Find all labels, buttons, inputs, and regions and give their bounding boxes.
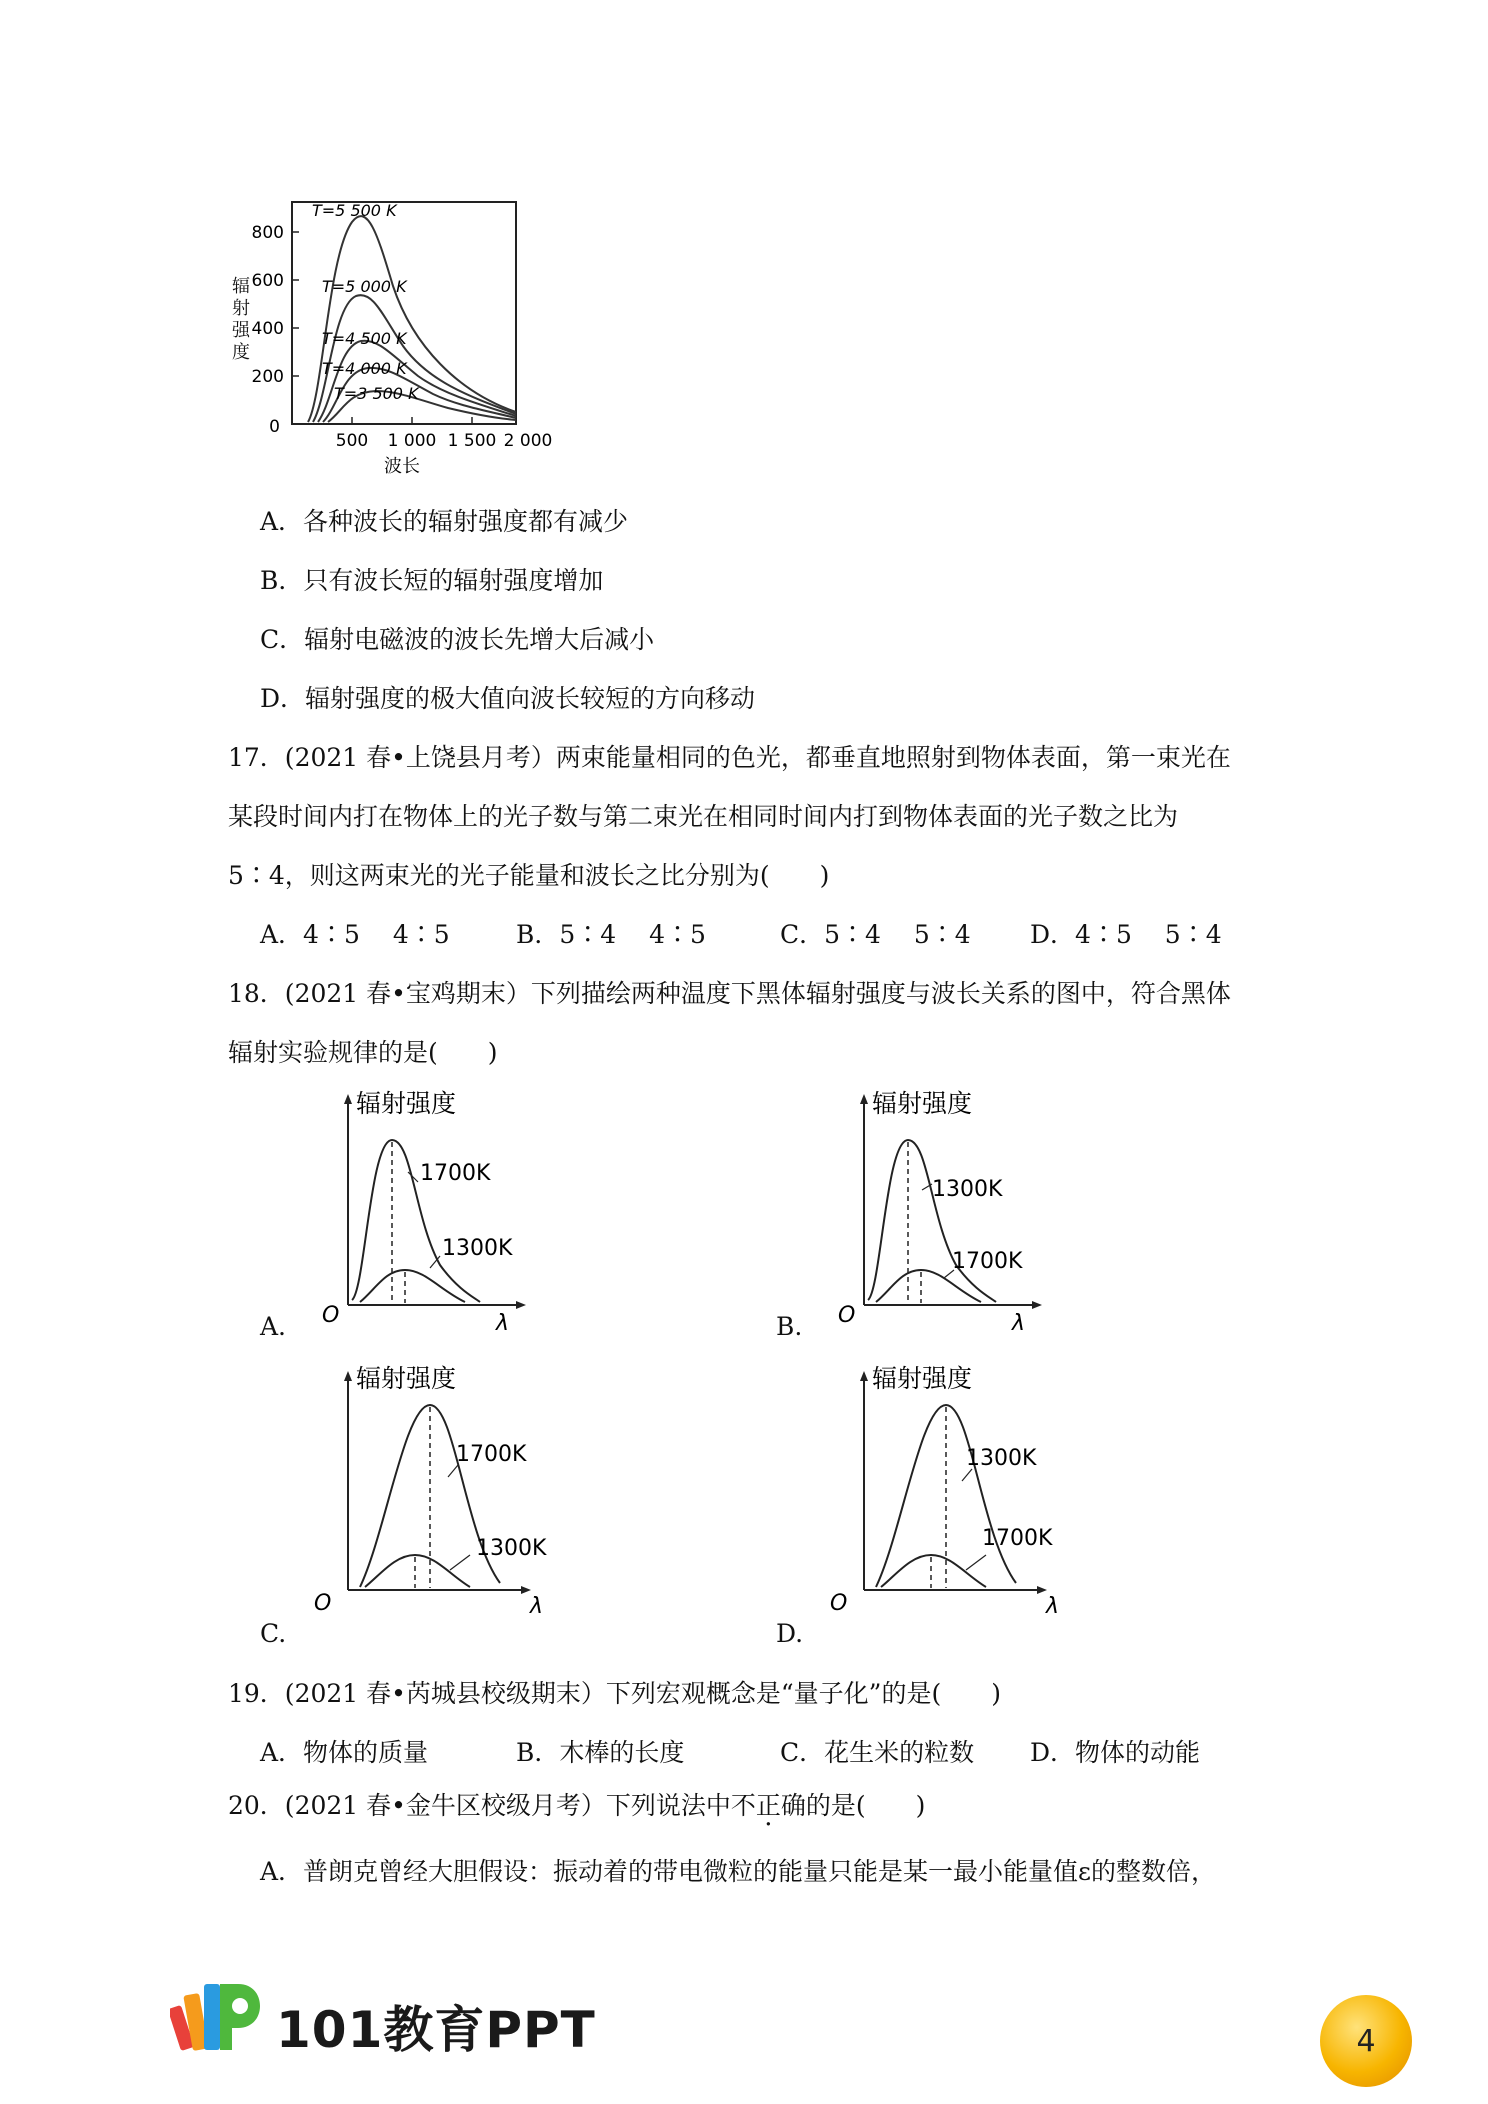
q16-option-a[interactable]: A．各种波长的辐射强度都有减少 [260, 507, 629, 536]
q19-option-b[interactable]: B．木棒的长度 [516, 1738, 685, 1767]
q16-option-c[interactable]: C．辐射电磁波的波长先增大后减小 [260, 625, 655, 654]
y-tick-0: 0 [269, 417, 280, 437]
q20-stem-post: 的是( ) [805, 1791, 926, 1820]
q19-option-d[interactable]: D．物体的动能 [1030, 1738, 1201, 1767]
q18-stem-line2: 辐射实验规律的是( ) [228, 1038, 498, 1067]
graph-d-y-label: 辐射强度 [872, 1365, 973, 1393]
q18-graph-d[interactable] [816, 1365, 1066, 1615]
top-chart-y-axis-label: 辐射强度 [232, 276, 250, 363]
page-number-badge [1320, 1995, 1412, 2087]
q17-stem-line1: 17．(2021 春•上饶县月考）两束能量相同的色光，都垂直地照射到物体表面，第一束光在 [228, 743, 1231, 772]
q19-option-c[interactable]: C．花生米的粒数 [780, 1738, 975, 1767]
y-tick-800: 800 [251, 223, 284, 243]
q18-option-c-letter: C. [260, 1619, 287, 1648]
q16-option-b[interactable]: B．只有波长短的辐射强度增加 [260, 566, 604, 595]
x-axis-label: 波长 [384, 456, 420, 477]
graph-b-origin: O [838, 1303, 856, 1328]
graph-b-x-label: λ [1012, 1311, 1026, 1336]
curve-label-5500: T=5 500 K [312, 201, 397, 220]
q18-graph-c[interactable] [300, 1365, 550, 1615]
q18-option-d-letter: D. [776, 1619, 804, 1648]
graph-a-y-label: 辐射强度 [356, 1090, 457, 1118]
x-tick-1000: 1 000 [387, 431, 437, 451]
q17-option-b[interactable]: B．5∶4 4∶5 [516, 920, 706, 949]
curve-label-4000: T=4 000 K [322, 359, 407, 378]
graph-d-origin: O [830, 1591, 848, 1615]
graph-b-high-label: 1300K [932, 1177, 1003, 1202]
page-number: 4 [1356, 2023, 1376, 2059]
graph-a-x-label: λ [496, 1311, 510, 1336]
q20-stem-pre: 20．(2021 春•金牛区校级月考）下列说法中 [228, 1791, 731, 1820]
graph-c-high-label: 1700K [456, 1442, 527, 1467]
q18-option-b-letter: B. [776, 1312, 803, 1341]
graph-a-origin: O [322, 1303, 340, 1328]
top-chart [228, 196, 558, 486]
curve-label-5000: T=5 000 K [322, 277, 407, 296]
q19-option-a[interactable]: A．物体的质量 [260, 1738, 429, 1767]
y-tick-200: 200 [251, 367, 284, 387]
q20-stem [228, 1790, 925, 1822]
q17-option-a[interactable]: A．4∶5 4∶5 [260, 920, 450, 949]
y-tick-400: 400 [251, 319, 284, 339]
q19-stem: 19．(2021 春•芮城县校级期末）下列宏观概念是“量子化”的是( ) [228, 1679, 1001, 1708]
graph-c-y-label: 辐射强度 [356, 1365, 457, 1393]
q17-stem-line2: 某段时间内打在物体上的光子数与第二束光在相同时间内打到物体表面的光子数之比为 [228, 802, 1179, 831]
q16-option-d[interactable]: D．辐射强度的极大值向波长较短的方向移动 [260, 684, 756, 713]
y-tick-600: 600 [251, 271, 284, 291]
x-tick-1500: 1 500 [447, 431, 497, 451]
q18-stem-line1: 18．(2021 春•宝鸡期末）下列描绘两种温度下黑体辐射强度与波长关系的图中，符合黑体 [228, 979, 1231, 1008]
graph-c-x-label: λ [530, 1594, 544, 1615]
graph-c-origin: O [314, 1591, 332, 1615]
graph-a-high-label: 1700K [420, 1161, 491, 1186]
q18-graph-a[interactable] [300, 1090, 550, 1340]
curve-label-4500: T=4 500 K [322, 329, 407, 348]
brand-logo-icon [170, 1972, 270, 2072]
q20-option-a[interactable]: A．普朗克曾经大胆假设：振动着的带电微粒的能量只能是某一最小能量值ε的整数倍， [260, 1857, 1217, 1886]
q20-stem-emphasis: 不正确 [730, 1791, 806, 1820]
x-tick-500: 500 [335, 431, 369, 451]
curve-label-3500: T=3 500 K [334, 384, 419, 403]
graph-d-high-label: 1300K [966, 1446, 1037, 1471]
q17-stem-line3: 5∶4，则这两束光的光子能量和波长之比分别为( ) [228, 861, 830, 890]
q18-option-a-letter: A. [260, 1312, 287, 1341]
graph-d-x-label: λ [1046, 1594, 1060, 1615]
q18-graph-b[interactable] [816, 1090, 1066, 1340]
q17-option-d[interactable]: D．4∶5 5∶4 [1030, 920, 1222, 949]
x-tick-2000: 2 000 [503, 431, 553, 451]
q17-option-c[interactable]: C．5∶4 5∶4 [780, 920, 971, 949]
graph-b-y-label: 辐射强度 [872, 1090, 973, 1118]
brand-name: 101教育PPT [276, 2001, 596, 2059]
graph-d-low-label: 1700K [982, 1526, 1053, 1551]
graph-b-low-label: 1700K [952, 1249, 1023, 1274]
graph-c-low-label: 1300K [476, 1536, 547, 1561]
graph-a-low-label: 1300K [442, 1236, 513, 1261]
